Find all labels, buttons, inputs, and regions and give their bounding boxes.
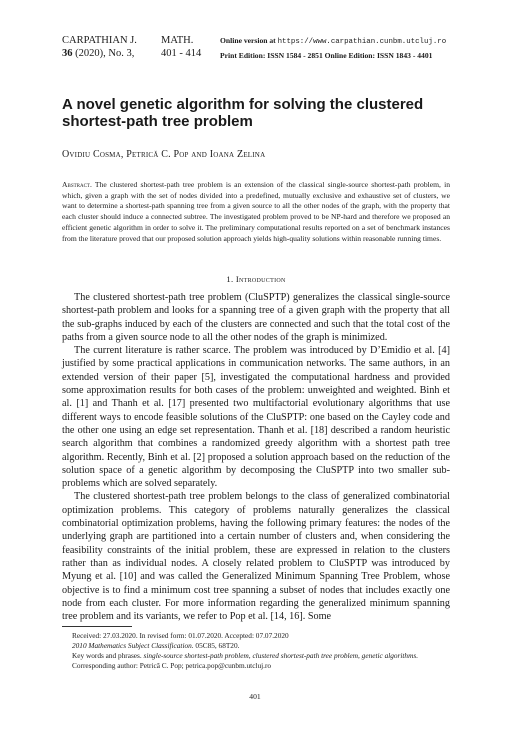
section-body [62, 291, 450, 623]
received-dates: Received: 27.03.2020. In revised form: 01.07.2020. Accepted: 07.07.2020 [72, 631, 289, 640]
body-paragraph: The clustered shortest-path tree problem (CluSPTP) generalizes the classical single-source shortest-path problem and looks for a spanning tree of a given graph with the property that all the sub-graphs induced by each of the clusters are connected and such that the total cost of the paths from a given source node to all the other nodes of the graph is minimized. [62, 292, 450, 343]
edition-info [220, 34, 510, 62]
msc-codes: 05C85, 68T20. [193, 641, 240, 650]
journal-math: MATH. [161, 35, 194, 46]
page-number: 401 [249, 692, 261, 701]
section-number: 1. [226, 274, 234, 284]
journal-name: CARPATHIAN J. [62, 35, 137, 46]
abstract [62, 180, 450, 244]
journal-info [62, 34, 157, 60]
keywords-text: single-source shortest-path problem, clustered shortest-path tree problem, genetic algorithms. [141, 651, 419, 660]
journal-section [161, 34, 221, 60]
author-name: Ovidiu Cosma [62, 149, 121, 160]
volume-number: 36 [62, 48, 73, 59]
keywords [62, 651, 450, 661]
body-paragraph: The current literature is rather scarce. The problem was introduced by D’Emidio et al. [4] justified by some practical applications in communication networks. The same authors, in an extended version of their paper [5], investigated the computational hardness and provided some approximation results for both cases of the problem: unweighted and weighted. Binh et al. [1] and Thanh et al. [17] presented two multifactorial evolutionary algorithms that use different ways to encode feasible solutions of the CluSPTP: one based on the Cayley code and the other one using an edge set representation. Thanh et al. [18] described a random heuristic search algorithm that combines a randomized greedy algorithm with a shortest path tree algorithm. Recently, Binh et al. [2] proposed a solution approach based on the reduction of the solution space of a genetic algorithm by decomposing the CluSPTP into two smaller sub-problems which are solved separately. [62, 345, 450, 490]
author-name: Ioana Zelina [209, 149, 266, 160]
msc-label: 2010 Mathematics Subject Classification. [72, 641, 194, 650]
journal-volume [62, 47, 157, 60]
abstract-label: Abstract. [62, 180, 92, 189]
online-version [220, 34, 510, 49]
online-prefix: Online version at [220, 36, 278, 45]
paper-title: A novel genetic algorithm for solving the clustered shortest-path tree problem [62, 96, 424, 130]
abstract-text: The clustered shortest-path tree problem is an extension of the classical single-source shortest-path problem, in which, given a graph with the set of nodes divided into a predefined, mutually exclusive and exhaustive set of clusters, we want to determine a shortest-path spanning tree from a given source to all the other nodes of the graph, with the property that each cluster should induce a connected subtree. The investigated problem proved to be NP-hard and therefore we proposed an efficient genetic algorithm in order to solve it. The preliminary computational results reported on a set of benchmark instances from the literature proved that our proposed solution approach yields high-quality solutions within reasonable running times. [62, 180, 450, 243]
section-title: Introduction [235, 274, 286, 284]
journal-url-link[interactable]: https://www.carpathian.cunbm.utcluj.ro [277, 38, 447, 46]
volume-issue: (2020), No. 3, [72, 48, 135, 59]
keywords-label: Key words and phrases. [72, 651, 142, 660]
footnote-rule [62, 626, 132, 627]
page-range: 401 - 414 [161, 48, 202, 59]
author-name: Petrică C. Pop [126, 149, 189, 160]
author-list [62, 149, 452, 160]
footnotes [62, 631, 450, 671]
msc-classification [62, 641, 450, 651]
author-separator: , [120, 149, 127, 160]
author-separator: and [188, 149, 210, 160]
body-paragraph: The clustered shortest-path tree problem belongs to the class of generalized combinatorial optimization problems. This category of problems naturally generalizes the classical combinatorial optimization problems, having the following primary features: the nodes of the underlying graph are partitioned into a certain number of clusters and, when considering the feasibility constraints of the initial problem, these are expressed in relation to the clusters rather than as individual nodes. A closely related problem to CluSPTP was introduced by Myung et al. [10] and was called the Generalized Minimum Spanning Tree Problem, whose objective is to find a minimum cost tree spanning a subset of nodes that includes exactly one node from each cluster. For more information regarding the generalized minimum spanning tree problem and its variants, we refer to Pop et al. [14, 16]. Some [62, 491, 450, 623]
corresponding-author: Corresponding author: Petrică C. Pop; petrica.pop@cunbm.utcluj.ro [72, 661, 272, 670]
print-edition: Print Edition: ISSN 1584 - 2851 Online Edition: ISSN 1843 - 4401 [220, 51, 433, 60]
section-heading [62, 274, 450, 284]
